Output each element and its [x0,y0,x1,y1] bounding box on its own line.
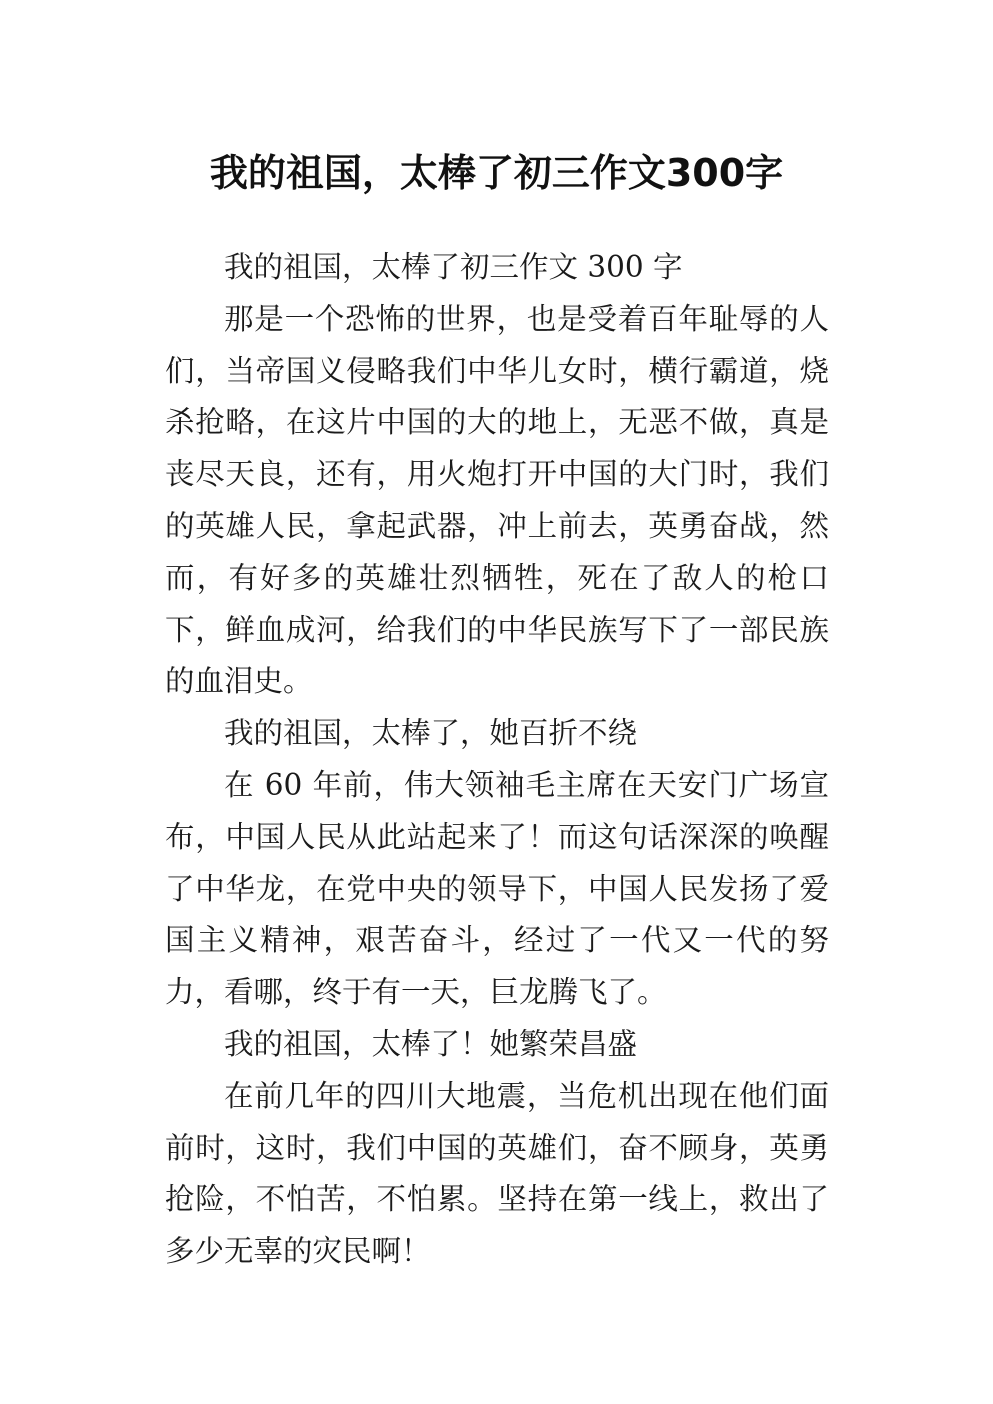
paragraph: 在前几年的四川大地震，当危机出现在他们面前时，这时，我们中国的英雄们，奋不顾身，英勇抢险，不怕苦，不怕累。坚持在第一线上，救出了多少无辜的灾民啊！ [165,1078,829,1269]
document-title: 我的祖国，太棒了初三作文300字 [209,151,784,196]
document-body [165,242,829,1278]
paragraph-heading: 我的祖国，太棒了！她繁荣昌盛 [224,1026,638,1061]
paragraph-heading: 我的祖国，太棒了，她百折不绕 [224,716,638,751]
paragraph: 在 60 年前，伟大领袖毛主席在天安门广场宣布，中国人民从此站起来了！而这句话深深的唤醒了中华龙，在党中央的领导下，中国人民发扬了爱国主义精神，艰苦奋斗，经过了一代又一代的努力，看哪，终于有一天，巨龙腾飞了。 [165,767,829,1010]
paragraph-subtitle: 我的祖国，太棒了初三作文 300 字 [224,250,683,284]
paragraph: 那是一个恐怖的世界，也是受着百年耻辱的人们，当帝国义侵略我们中华儿女时，横行霸道，烧杀抢略，在这片中国的大的地上，无恶不做，真是丧尽天良，还有，用火炮打开中国的大门时，我们的英雄人民，拿起武器，冲上前去，英勇奋战，然而，有好多的英雄壮烈牺牲，死在了敌人的枪口下，鲜血成河，给我们的中华民族写下了一部民族的血泪史。 [165,301,829,699]
